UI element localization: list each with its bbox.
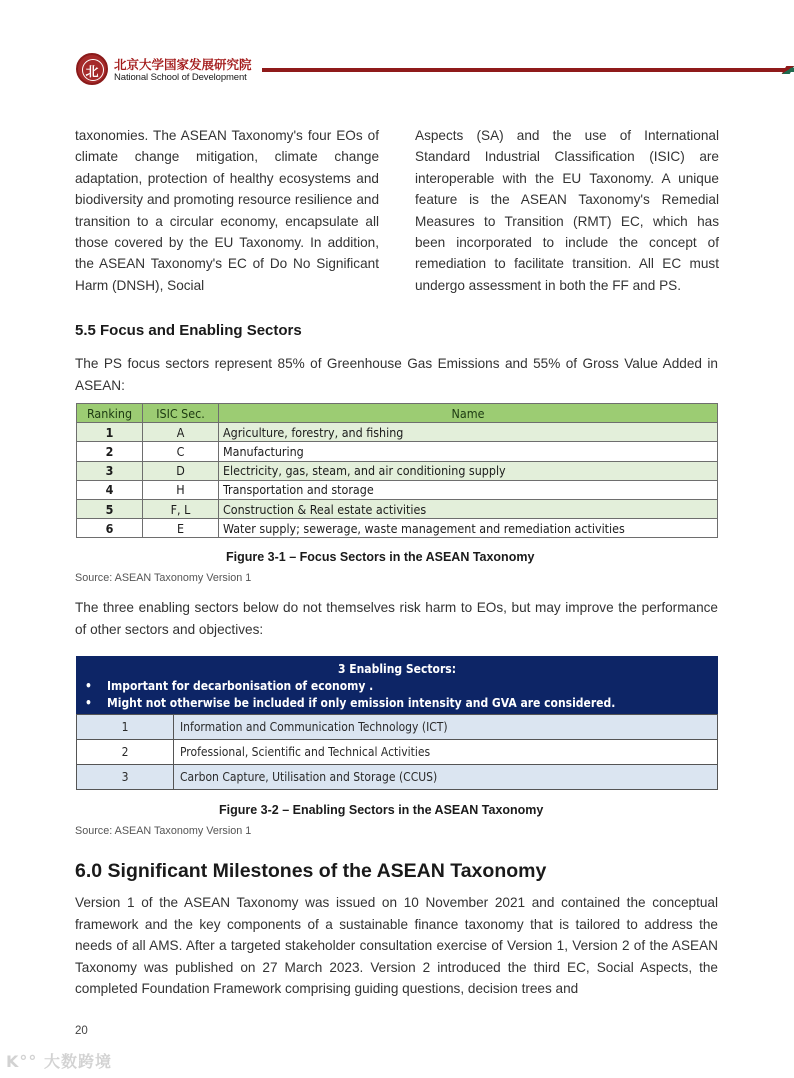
cell-number: 3 — [77, 765, 174, 790]
enabling-sectors-intro: The three enabling sectors below do not themselves risk harm to EOs, but may improve the performance of other sectors and objectives: — [75, 600, 718, 637]
body-column-right: Aspects (SA) and the use of International Standard Industrial Classification (ISIC) are interoperable with the EU Taxonomy. A unique feature is the ASEAN Taxonomy's Remedial Measures to Transition (RMT) EC, which has been incorporated to include the concept of remediation to facilitate transition. All EC must undergo assessment in both the FF and PS. — [415, 128, 719, 293]
header-name: Name — [219, 404, 718, 423]
institution-name-en: National School of Development — [114, 72, 247, 83]
emblem-glyph: 北 — [85, 65, 99, 80]
cell-isic: C — [143, 442, 219, 461]
table-row — [77, 740, 718, 765]
cell-isic: A — [143, 423, 219, 442]
table-row — [77, 499, 718, 518]
table-header-row — [77, 404, 718, 423]
table-row — [77, 715, 718, 740]
focus-sectors-intro: The PS focus sectors represent 85% of Greenhouse Gas Emissions and 55% of Gross Value Added in ASEAN: — [75, 356, 718, 393]
section-heading-6-0: 6.0 Significant Milestones of the ASEAN Taxonomy — [75, 860, 547, 882]
cell-number: 2 — [77, 740, 174, 765]
cell-name: Manufacturing — [219, 442, 718, 461]
enabling-bullet-text: Important for decarbonisation of economy . — [107, 679, 374, 693]
enabling-sectors-table — [76, 656, 718, 790]
cell-rank: 5 — [77, 499, 143, 518]
section-heading-5-5: 5.5 Focus and Enabling Sectors — [75, 322, 302, 339]
page-number: 20 — [75, 1025, 88, 1037]
table-row — [77, 519, 718, 538]
bullet-icon: • — [85, 679, 92, 693]
enabling-table-body — [76, 714, 718, 790]
cell-rank: 2 — [77, 442, 143, 461]
bullet-icon: • — [85, 696, 92, 710]
university-emblem-icon — [76, 53, 108, 85]
figure-3-2-caption: Figure 3-2 – Enabling Sectors in the ASEAN Taxonomy — [219, 803, 544, 817]
cell-name: Electricity, gas, steam, and air conditioning supply — [219, 461, 718, 480]
enabling-table-header — [76, 656, 718, 714]
cell-isic: E — [143, 519, 219, 538]
page-header — [76, 52, 794, 92]
figure-3-1-caption: Figure 3-1 – Focus Sectors in the ASEAN Taxonomy — [226, 550, 535, 564]
table-row — [77, 442, 718, 461]
cell-rank: 1 — [77, 423, 143, 442]
table-row — [77, 480, 718, 499]
cell-name: Transportation and storage — [219, 480, 718, 499]
cell-rank: 3 — [77, 461, 143, 480]
cell-name: Agriculture, forestry, and fishing — [219, 423, 718, 442]
cell-sector: Carbon Capture, Utilisation and Storage (CCUS) — [174, 765, 718, 790]
header-rule-red — [262, 68, 788, 72]
cell-name: Water supply; sewerage, waste management and remediation activities — [219, 519, 718, 538]
cell-rank: 6 — [77, 519, 143, 538]
header-ranking: Ranking — [77, 404, 143, 423]
table-row — [77, 461, 718, 480]
table-row — [77, 423, 718, 442]
focus-sectors-table — [76, 403, 718, 538]
header-rule-green — [790, 68, 794, 72]
milestones-paragraph: Version 1 of the ASEAN Taxonomy was issued on 10 November 2021 and contained the conceptual framework and the key components of a sustainable finance taxonomy that is tailored to address the needs of all AMS. After a targeted stakeholder consultation exercise of Version 1, Version 2 of the ASEAN Taxonomy was published on 27 March 2023. Version 2 introduced the third EC, Social Aspects, the completed Foundation Framework comprising guiding questions, decision trees and — [75, 895, 718, 996]
cell-sector: Professional, Scientific and Technical Activities — [174, 740, 718, 765]
header-isic: ISIC Sec. — [143, 404, 219, 423]
cell-isic: D — [143, 461, 219, 480]
enabling-bullet — [77, 678, 717, 695]
figure-3-1-source: Source: ASEAN Taxonomy Version 1 — [75, 572, 252, 584]
cell-number: 1 — [77, 715, 174, 740]
cell-isic: H — [143, 480, 219, 499]
cell-isic: F, L — [143, 499, 219, 518]
figure-3-2-source: Source: ASEAN Taxonomy Version 1 — [75, 825, 252, 837]
cell-rank: 4 — [77, 480, 143, 499]
enabling-bullet-text: Might not otherwise be included if only emission intensity and GVA are considered. — [107, 696, 616, 710]
enabling-table-title: 3 Enabling Sectors: — [337, 662, 457, 676]
cell-sector: Information and Communication Technology (ICT) — [174, 715, 718, 740]
table-row — [77, 765, 718, 790]
cell-name: Construction & Real estate activities — [219, 499, 718, 518]
institution-name-cn: 北京大学国家发展研究院 — [114, 57, 252, 72]
enabling-bullet — [77, 695, 717, 712]
body-column-left: taxonomies. The ASEAN Taxonomy's four EOs of climate change mitigation, climate change adaptation, protection of healthy ecosystems and biodiversity and promoting resource resilience and transition to a circular economy, encapsulate all those covered by the EU Taxonomy. In addition, the ASEAN Taxonomy's EC of Do No Significant Harm (DNSH), Social — [75, 128, 379, 293]
watermark-logo: K°° 大数跨境 — [6, 1052, 112, 1071]
